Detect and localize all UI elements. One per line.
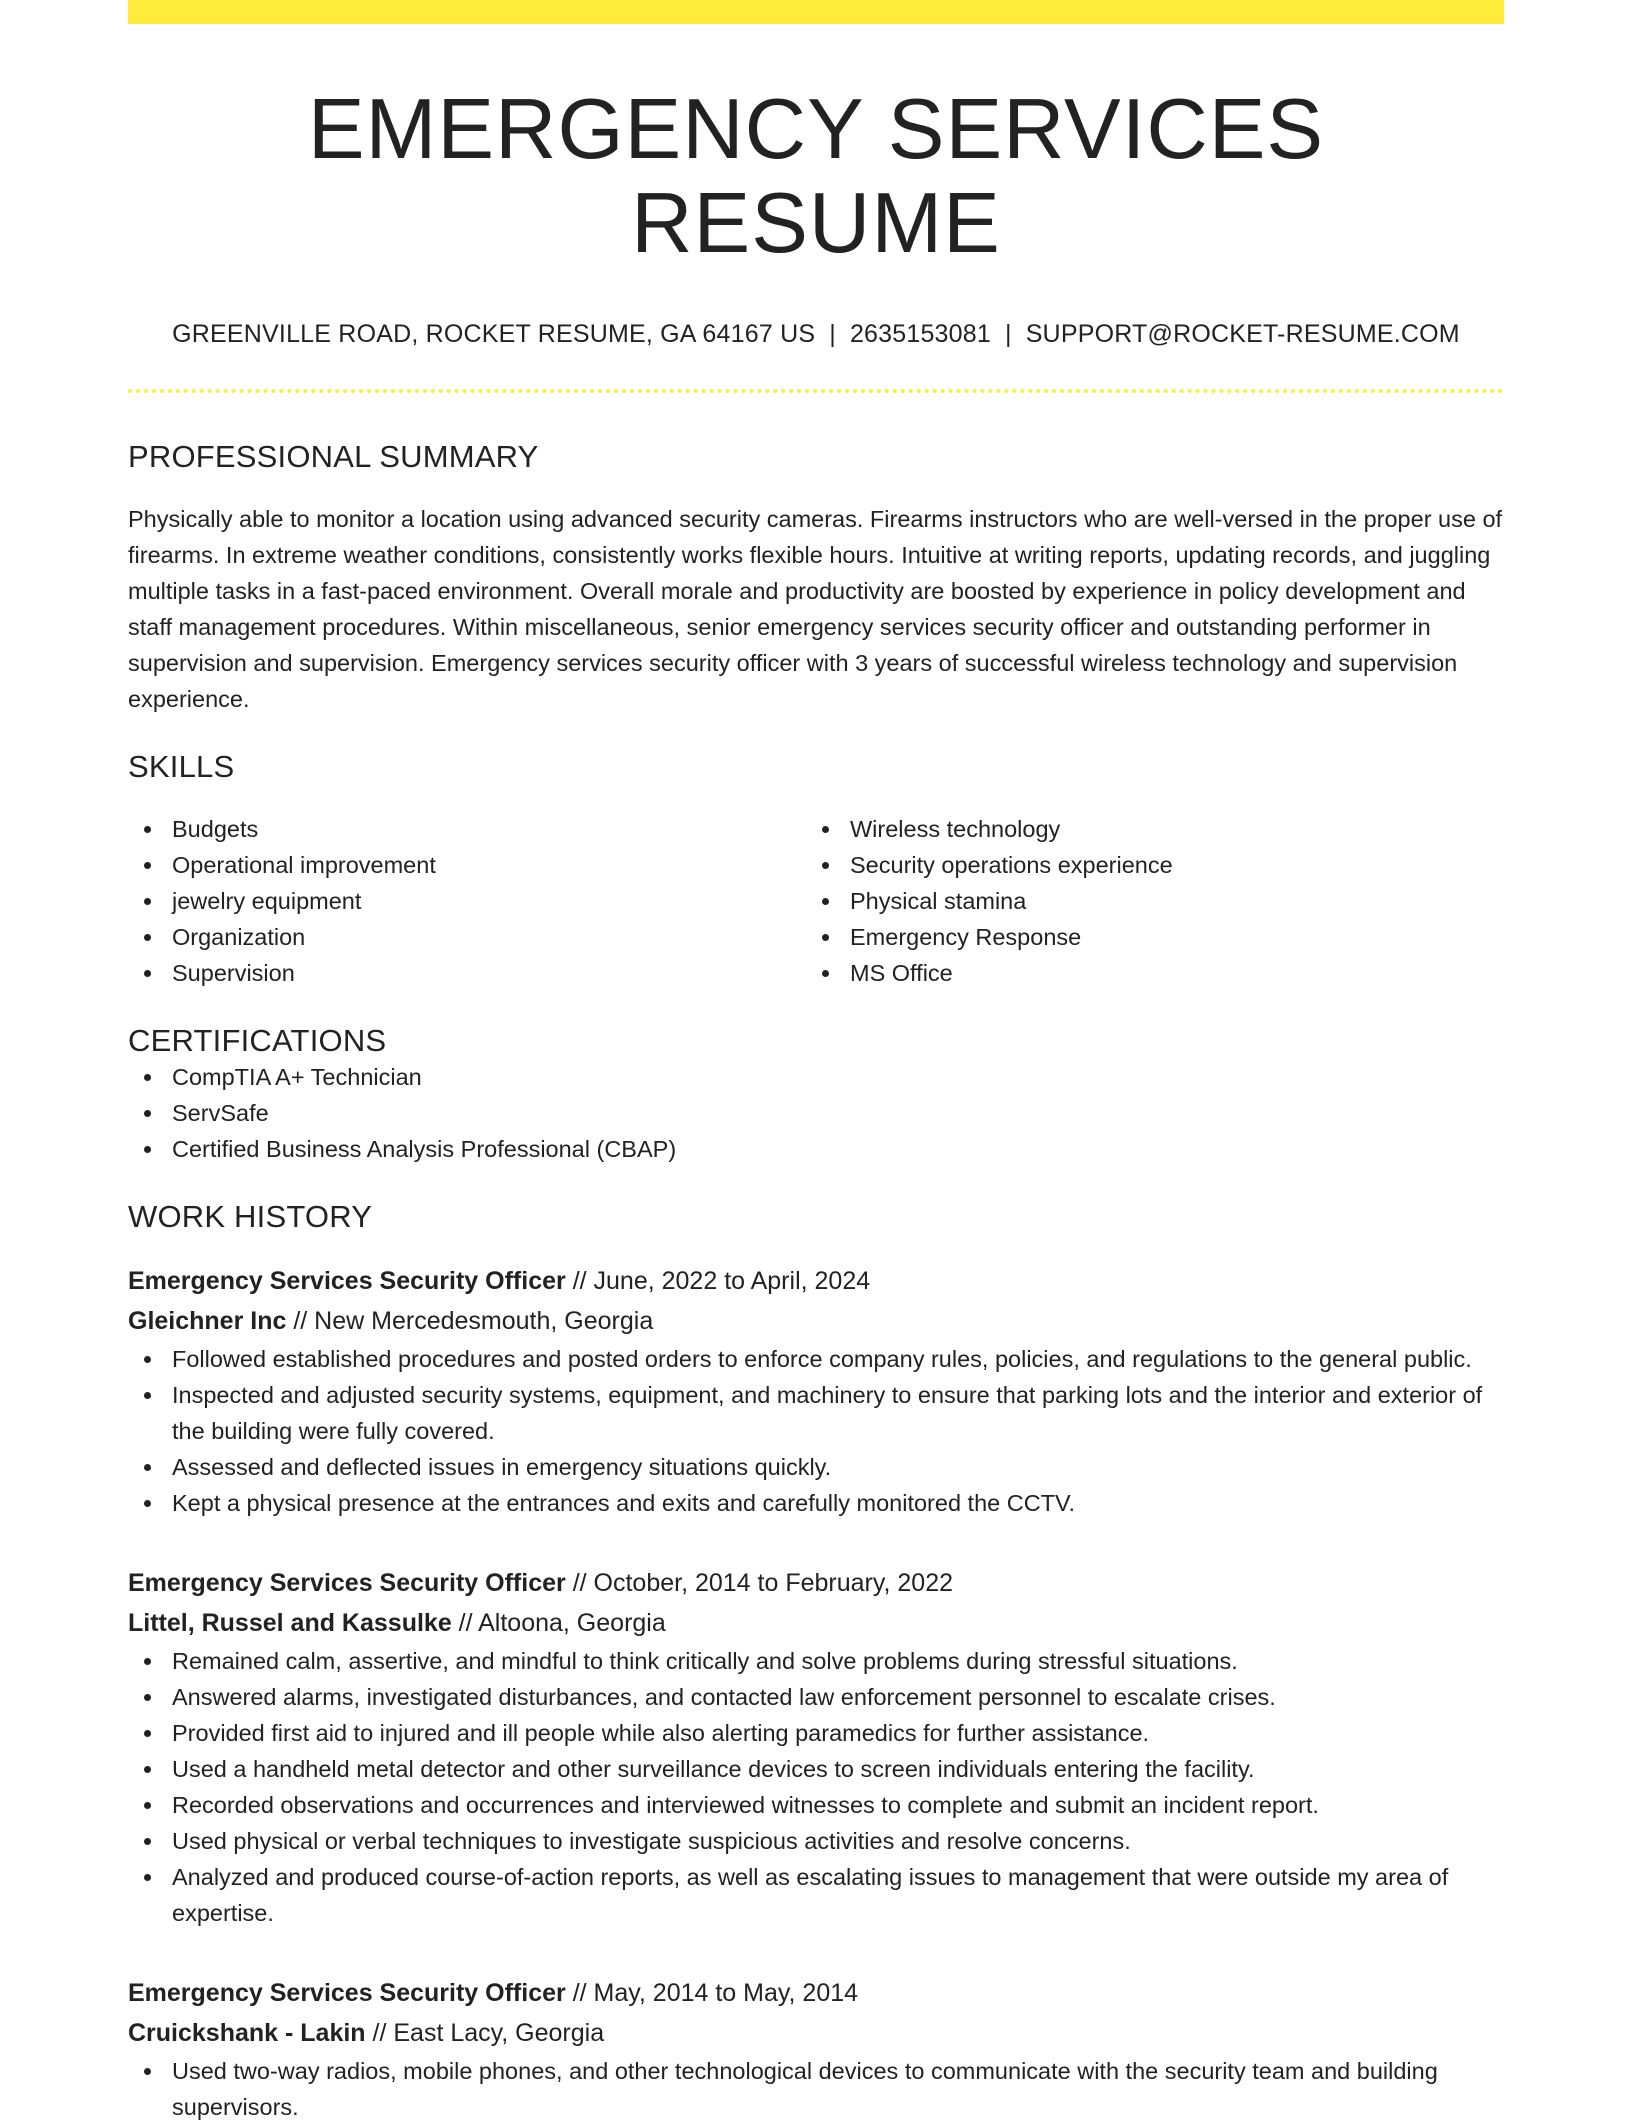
job-company: Cruickshank - Lakin <box>128 2019 366 2047</box>
skill-item: Security operations experience <box>806 847 1484 883</box>
job-location: // East Lacy, Georgia <box>372 2019 605 2047</box>
section-title: SKILLS <box>128 749 235 784</box>
job-employer <box>128 1301 1504 1341</box>
contact-phone: 2635153081 <box>849 320 991 348</box>
job-heading <box>128 1261 1504 1301</box>
job-heading <box>128 1563 1504 1603</box>
job-role: Emergency Services Security Officer <box>128 1267 566 1295</box>
job-role: Emergency Services Security Officer <box>128 1979 566 2007</box>
job-duty: Analyzed and produced course-of-action reports, as well as escalating issues to management that were outside my area of expertise. <box>128 1859 1504 1931</box>
job-duty: Used two-way radios, mobile phones, and other technological devices to communicate with the security team and building supervisors. <box>128 2053 1504 2125</box>
job-dates: // May, 2014 to May, 2014 <box>572 1979 859 2007</box>
skill-item: Organization <box>128 919 806 955</box>
skill-item: Supervision <box>128 955 806 991</box>
job-duty: Kept a physical presence at the entrances and exits and carefully monitored the CCTV. <box>128 1485 1504 1521</box>
contact-line <box>128 320 1504 349</box>
job-role: Emergency Services Security Officer <box>128 1569 566 1597</box>
job-dates: // June, 2022 to April, 2024 <box>572 1267 871 1295</box>
job-company: Gleichner Inc <box>128 1307 287 1335</box>
skill-item: Physical stamina <box>806 883 1484 919</box>
certifications-section <box>128 1023 1504 1167</box>
skill-item: jewelry equipment <box>128 883 806 919</box>
job-duties-list <box>128 1643 1504 1931</box>
skill-item: Operational improvement <box>128 847 806 883</box>
contact-separator: | <box>1004 320 1012 348</box>
resume-title: EMERGENCY SERVICES RESUME <box>307 82 1325 271</box>
certifications-list <box>128 1059 1504 1167</box>
skills-grid <box>128 811 1504 991</box>
skill-item: MS Office <box>806 955 1484 991</box>
section-title: CERTIFICATIONS <box>128 1023 387 1058</box>
job-duty: Used physical or verbal techniques to investigate suspicious activities and resolve concerns. <box>128 1823 1504 1859</box>
skills-section <box>128 749 1504 991</box>
section-title: WORK HISTORY <box>128 1199 373 1234</box>
certification-item: ServSafe <box>128 1095 1504 1131</box>
certification-item: Certified Business Analysis Professional (CBAP) <box>128 1131 1504 1167</box>
job-duty: Recorded observations and occurrences and interviewed witnesses to complete and submit an incident report. <box>128 1787 1504 1823</box>
certification-item: CompTIA A+ Technician <box>128 1059 1504 1095</box>
resume-page <box>128 0 1504 2125</box>
skill-item: Wireless technology <box>806 811 1484 847</box>
job-duty: Remained calm, assertive, and mindful to think critically and solve problems during stressful situations. <box>128 1643 1504 1679</box>
skills-left-column <box>128 811 806 991</box>
job-duties-list <box>128 1341 1504 1521</box>
job-duty: Answered alarms, investigated disturbances, and contacted law enforcement personnel to escalate crises. <box>128 1679 1504 1715</box>
job-location: // Altoona, Georgia <box>458 1609 666 1637</box>
contact-separator: | <box>829 320 836 348</box>
job-heading <box>128 1973 1504 2013</box>
contact-address: GREENVILLE ROAD, ROCKET RESUME, GA 64167 US <box>172 320 816 348</box>
work-history-section <box>128 1199 1504 2125</box>
job-entry <box>128 1563 1504 1931</box>
job-entry <box>128 1261 1504 1521</box>
skill-item: Budgets <box>128 811 806 847</box>
professional-summary-section <box>128 439 1504 717</box>
job-duty: Assessed and deflected issues in emergency situations quickly. <box>128 1449 1504 1485</box>
skill-item: Emergency Response <box>806 919 1484 955</box>
header-divider <box>128 389 1504 393</box>
summary-text: Physically able to monitor a location using advanced security cameras. Firearms instructors who are well-versed in the proper use of firearms. In extreme weather conditions, consistently works flexible hours. Intuitive at writing reports, updating records, and juggling multiple tasks in a fast-paced environment. Overall morale and productivity are boosted by experience in policy development and staff management procedures. Within miscellaneous, senior emergency services security officer and outstanding performer in supervision and supervision. Emergency services security officer with 3 years of successful wireless technology and supervision experience. <box>128 506 1503 712</box>
job-employer <box>128 2013 1504 2053</box>
job-duties-list <box>128 2053 1504 2125</box>
section-title: PROFESSIONAL SUMMARY <box>128 439 539 474</box>
job-duty: Inspected and adjusted security systems, equipment, and machinery to ensure that parking lots and the interior and exterior of the building were fully covered. <box>128 1377 1504 1449</box>
job-entry <box>128 1973 1504 2125</box>
top-accent-bar <box>128 0 1504 24</box>
job-employer <box>128 1603 1504 1643</box>
skills-right-column <box>806 811 1484 991</box>
job-company: Littel, Russel and Kassulke <box>128 1609 452 1637</box>
job-duty: Used a handheld metal detector and other surveillance devices to screen individuals entering the facility. <box>128 1751 1504 1787</box>
job-duty: Followed established procedures and posted orders to enforce company rules, policies, and regulations to the general public. <box>128 1341 1504 1377</box>
job-dates: // October, 2014 to February, 2022 <box>572 1569 954 1597</box>
contact-email: SUPPORT@ROCKET-RESUME.COM <box>1025 320 1460 348</box>
job-duty: Provided first aid to injured and ill people while also alerting paramedics for further assistance. <box>128 1715 1504 1751</box>
job-location: // New Mercedesmouth, Georgia <box>293 1307 654 1335</box>
